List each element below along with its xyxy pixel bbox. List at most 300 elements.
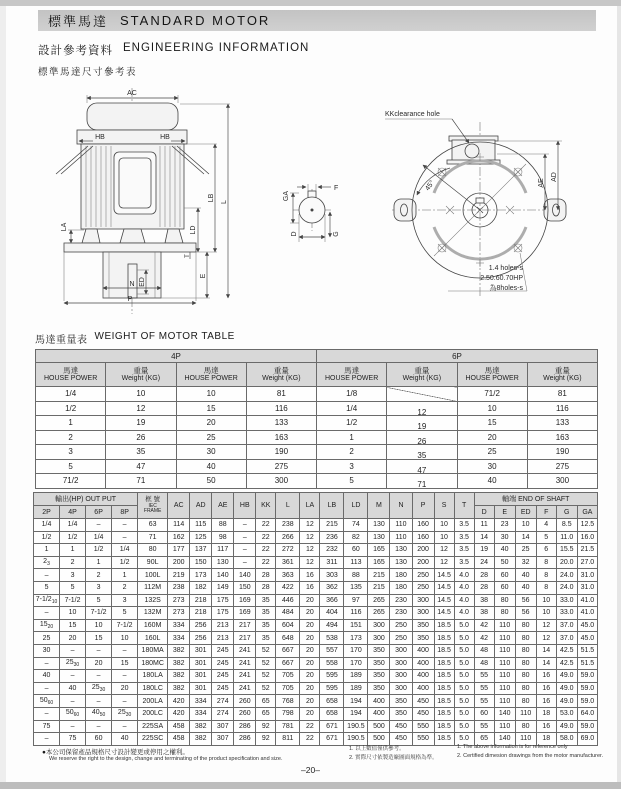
col-header-house-power: 馬達 HOUSE POWER: [457, 363, 527, 387]
dimension-cell: 241: [234, 644, 256, 657]
dimension-cell: 80: [515, 632, 536, 645]
dimension-cell: 117: [212, 544, 234, 557]
dimension-cell: 28: [256, 569, 276, 582]
dimension-cell: 80: [515, 644, 536, 657]
dimension-cell: 5.0: [454, 670, 474, 683]
dimension-cell: 382: [168, 644, 190, 657]
col-header-ed: ED: [515, 506, 536, 519]
shaft-section-drawing: [283, 184, 340, 242]
weight-cell: 1/2: [36, 401, 106, 416]
dimension-cell: 245: [212, 644, 234, 657]
dimension-cell: 24.0: [556, 569, 577, 582]
col-header-f: F: [536, 506, 556, 519]
dimension-cell: 1/4: [112, 544, 138, 557]
dimension-cell: 250: [412, 581, 434, 594]
dimension-cell: 40: [34, 670, 60, 683]
col-header-m: M: [368, 493, 390, 519]
dimension-cell: 500: [368, 733, 390, 746]
weight-cell: 50: [176, 474, 246, 489]
dimension-cell: 130: [368, 531, 390, 544]
dimension-cell: 648: [276, 632, 300, 645]
dimension-cell: 238: [276, 519, 300, 532]
dimension-cell: –: [234, 519, 256, 532]
weight-cell: 15: [176, 401, 246, 416]
dimension-cell: 12.5: [577, 519, 597, 532]
frame-col-header: [138, 493, 168, 519]
dimension-cell: 7-1/2: [112, 619, 138, 632]
col-header-house-power: 馬達 HOUSE POWER: [36, 363, 106, 387]
subtitle-en: ENGINEERING INFORMATION: [123, 42, 310, 54]
dimension-cell: 3: [60, 569, 86, 582]
weight-row: [36, 445, 598, 460]
dimension-cell: 16.0: [577, 531, 597, 544]
dimension-cell: 19: [474, 544, 494, 557]
dimension-cell: 265: [368, 594, 390, 607]
dimension-cell: 42.5: [556, 657, 577, 670]
dimension-cell: 55: [474, 682, 494, 695]
dimension-cell: 14.5: [434, 569, 454, 582]
dimension-cell: 64.0: [577, 707, 597, 720]
dimension-cell: 194: [344, 695, 368, 708]
dimension-cell: 18.5: [434, 657, 454, 670]
dimension-cell: 350: [412, 632, 434, 645]
dimension-cell: 219: [168, 569, 190, 582]
dimension-cell: –: [60, 644, 86, 657]
dimension-cell: 10: [434, 519, 454, 532]
col-header-lb: LB: [320, 493, 344, 519]
col-header-ad: AD: [190, 493, 212, 519]
dimension-cell: 200: [168, 556, 190, 569]
dimension-cell: 189: [344, 670, 368, 683]
dimension-cell: 12: [536, 632, 556, 645]
dimension-cell: 18.5: [434, 707, 454, 720]
weight-cell: 30: [176, 445, 246, 460]
dim-label-p: P: [127, 296, 133, 303]
dimension-cell: 400: [412, 657, 434, 670]
dim-label-ac: AC: [127, 90, 137, 97]
weight-cell: 1/4: [317, 401, 387, 416]
dimension-cell: –: [86, 720, 112, 733]
dimension-cell: 31.0: [577, 581, 597, 594]
page-title-en: STANDARD MOTOR: [120, 13, 271, 28]
dimension-cell: 50: [494, 556, 515, 569]
dimension-row: [34, 707, 598, 720]
holes-note-2: 2.50.60.70HP: [480, 275, 523, 282]
footer-right-notes: [349, 744, 603, 761]
dimension-cell: 3.5: [454, 531, 474, 544]
dimension-cell: 5.0: [454, 657, 474, 670]
motor-side-view-drawing: [56, 88, 230, 314]
dimension-cell: 1/4: [34, 519, 60, 532]
dimension-row: [34, 556, 598, 569]
dim-label-hb-left: HB: [95, 134, 105, 141]
dimension-cell: 56: [515, 607, 536, 620]
dimension-cell: 14: [515, 531, 536, 544]
dimension-cell: 169: [234, 607, 256, 620]
dimension-cell: 232: [320, 544, 344, 557]
page-title: [38, 10, 596, 31]
weight-cell: 1: [317, 430, 387, 445]
dimension-cell: 558: [320, 657, 344, 670]
dimension-cell: 20: [300, 619, 320, 632]
dimension-row: [34, 619, 598, 632]
dimension-cell: 22: [300, 733, 320, 746]
dimension-row: [34, 544, 598, 557]
dimension-cell: 4: [536, 519, 556, 532]
dimension-cell: 132S: [138, 594, 168, 607]
dimension-cell: 245: [212, 657, 234, 670]
dimension-cell: 14.5: [434, 581, 454, 594]
dimension-cell: 217: [234, 632, 256, 645]
dimension-row: [34, 720, 598, 733]
dimension-cell: 110: [494, 720, 515, 733]
dimension-cell: 550: [412, 733, 434, 746]
dimension-row: [34, 695, 598, 708]
weight-cell: 26: [106, 430, 176, 445]
dimension-cell: 140: [494, 707, 515, 720]
dimension-cell: 150: [234, 581, 256, 594]
dimension-cell: 5.0: [454, 720, 474, 733]
weight-cell: 30: [457, 459, 527, 474]
dimension-cell: 25: [515, 544, 536, 557]
dimension-cell: 18.5: [434, 695, 454, 708]
dimension-cell: 20: [86, 657, 112, 670]
dimension-cell: –: [86, 670, 112, 683]
col-header-p: P: [412, 493, 434, 519]
dimension-cell: 245: [212, 682, 234, 695]
dimension-cell: 63: [138, 519, 168, 532]
dimension-table-caption: 標準馬達尺寸參考表: [38, 67, 138, 78]
dimension-row: [34, 632, 598, 645]
dimension-cell: 160L: [138, 632, 168, 645]
dim-label-la: LA: [61, 222, 68, 232]
dimension-cell: 18.5: [434, 670, 454, 683]
dimension-cell: 80: [515, 720, 536, 733]
dimension-row: [34, 682, 598, 695]
dimension-cell: 23: [494, 519, 515, 532]
dimension-cell: 100L: [138, 569, 168, 582]
dimension-cell: 382: [168, 682, 190, 695]
dimension-cell: 450: [412, 695, 434, 708]
dimension-cell: 213: [212, 632, 234, 645]
dimension-cell: 49.0: [556, 695, 577, 708]
dimension-cell: 538: [320, 632, 344, 645]
dimension-cell: 300: [368, 619, 390, 632]
dimension-cell: 170: [344, 657, 368, 670]
dimension-cell: 5.0: [454, 644, 474, 657]
dimension-cell: 361: [276, 556, 300, 569]
dimension-cell: 3.5: [454, 519, 474, 532]
dimension-cell: 74: [344, 519, 368, 532]
dimension-cell: 80: [515, 695, 536, 708]
weight-cell: 1: [36, 416, 106, 431]
dimension-cell: 20: [300, 682, 320, 695]
dimension-cell: 241: [234, 682, 256, 695]
dimension-cell: 215: [368, 581, 390, 594]
dimension-cell: 56: [515, 594, 536, 607]
col-header-weight: 重量 Weight (KG): [106, 363, 176, 387]
dimension-cell: 190.5: [344, 720, 368, 733]
dimension-cell: 5: [86, 594, 112, 607]
dimension-cell: 230: [390, 607, 412, 620]
page-edge-top: [0, 0, 621, 6]
dimension-cell: 115: [190, 519, 212, 532]
dimension-cell: 40: [60, 682, 86, 695]
dimension-cell: 420: [168, 695, 190, 708]
dimension-cell: 18: [536, 707, 556, 720]
col-header-t: T: [454, 493, 474, 519]
weight-cell: 12: [106, 401, 176, 416]
dimension-cell: 180MC: [138, 657, 168, 670]
dimension-cell: 75: [60, 733, 86, 746]
dimension-cell: 400: [412, 644, 434, 657]
dimension-cell: $7-1/2_{10}$: [34, 594, 60, 607]
dimension-cell: 10: [86, 619, 112, 632]
dimension-cell: 20: [300, 632, 320, 645]
dimension-row: [34, 670, 598, 683]
dimension-cell: 49.0: [556, 670, 577, 683]
weight-cell: 81: [527, 387, 597, 402]
dimension-cell: –: [86, 519, 112, 532]
dimension-cell: 80: [138, 544, 168, 557]
dimension-cell: 705: [276, 670, 300, 683]
dimension-cell: –: [34, 569, 60, 582]
dimension-cell: 350: [368, 644, 390, 657]
dimension-cell: 170: [344, 644, 368, 657]
dimension-cell: 250: [412, 569, 434, 582]
dimension-cell: 241: [234, 657, 256, 670]
dim-label-ld: LD: [190, 225, 197, 235]
dimension-cell: 8.5: [556, 519, 577, 532]
dimension-cell: $2_3$: [34, 556, 60, 569]
dimension-cell: 12: [434, 544, 454, 557]
dimension-cell: 5: [536, 531, 556, 544]
col-header-ac: AC: [168, 493, 190, 519]
dimension-cell: 80: [515, 682, 536, 695]
weight-row: [36, 474, 598, 489]
dimension-cell: 59.0: [577, 682, 597, 695]
dimension-cell: 169: [234, 594, 256, 607]
dimension-cell: $50_{60}$: [34, 695, 60, 708]
dimension-cell: 5.0: [454, 619, 474, 632]
dimension-cell: 5.0: [454, 707, 474, 720]
dimension-cell: 165: [368, 544, 390, 557]
dimension-cell: 10: [536, 594, 556, 607]
dimension-cell: –: [86, 695, 112, 708]
dimension-cell: 92: [256, 733, 276, 746]
dimension-cell: 45.0: [577, 619, 597, 632]
weight-row: [36, 459, 598, 474]
dimension-cell: –: [34, 682, 60, 695]
dimension-cell: 52: [256, 657, 276, 670]
dimension-cell: 31.0: [577, 569, 597, 582]
dimension-cell: 180: [390, 581, 412, 594]
weight-cell: 5: [317, 474, 387, 489]
dimension-cell: 42: [474, 632, 494, 645]
dimension-cell: 382: [168, 657, 190, 670]
dimension-cell: 60: [344, 544, 368, 557]
dimension-cell: 20: [60, 632, 86, 645]
dimension-cell: 41.0: [577, 594, 597, 607]
holes-note-3: 為8holes-s: [489, 285, 523, 292]
dimension-cell: 250: [390, 632, 412, 645]
motor-dimension-table: [33, 492, 598, 746]
weight-cell: 133: [527, 416, 597, 431]
dimension-cell: 42: [474, 619, 494, 632]
dimension-cell: 149: [212, 581, 234, 594]
dimension-cell: 35: [256, 632, 276, 645]
dimension-cell: 24: [474, 556, 494, 569]
weight-cell: 275: [527, 459, 597, 474]
dimension-cell: 160: [412, 519, 434, 532]
dimension-cell: 350: [368, 657, 390, 670]
dimension-cell: 151: [344, 619, 368, 632]
dimension-cell: 80: [494, 607, 515, 620]
dimension-cell: 20.0: [556, 556, 577, 569]
dimension-cell: 12: [434, 556, 454, 569]
weight-table-title-zh: 馬達重量表: [35, 335, 88, 346]
weight-cell: 19: [387, 416, 457, 431]
shaft-group-header: 軸端 END OF SHAFT: [474, 493, 597, 506]
section-subtitle: [38, 42, 309, 58]
group-header-4p: 4P: [36, 350, 317, 363]
dim-label-lb: LB: [208, 193, 215, 203]
dimension-cell: 200LA: [138, 695, 168, 708]
dimension-cell: 20: [300, 607, 320, 620]
weight-cell: 163: [246, 430, 316, 445]
dimension-cell: 110: [494, 682, 515, 695]
output-group-header: 輸出(HP) OUT PUT: [34, 493, 138, 506]
weight-cell: 163: [527, 430, 597, 445]
dimension-cell: 5.0: [454, 695, 474, 708]
dimension-cell: 14: [536, 657, 556, 670]
weight-cell: 25: [176, 430, 246, 445]
weight-cell: 300: [246, 474, 316, 489]
col-header-4p: 4P: [60, 506, 86, 519]
weight-cell: [387, 387, 457, 402]
subtitle-zh: 設計參考資料: [38, 45, 113, 57]
dimension-cell: 75: [34, 720, 60, 733]
dimension-cell: 781: [276, 720, 300, 733]
dimension-cell: 7-1/2: [60, 594, 86, 607]
dimension-cell: 245: [212, 670, 234, 683]
dimension-cell: 11: [474, 519, 494, 532]
dimension-cell: –: [34, 707, 60, 720]
dimension-cell: 180: [390, 569, 412, 582]
dimension-cell: 811: [276, 733, 300, 746]
dimension-cell: 307: [212, 733, 234, 746]
dimension-cell: 334: [190, 707, 212, 720]
dimension-cell: 16: [300, 581, 320, 594]
col-header-e: E: [494, 506, 515, 519]
dimension-cell: 286: [234, 720, 256, 733]
dimension-cell: –: [34, 733, 60, 746]
dimension-cell: 18: [536, 733, 556, 746]
dimension-cell: 135: [344, 581, 368, 594]
dimension-cell: 236: [320, 531, 344, 544]
dimension-cell: 52: [256, 682, 276, 695]
dimension-cell: 362: [320, 581, 344, 594]
dimension-cell: 557: [320, 644, 344, 657]
dimension-cell: 18.5: [434, 720, 454, 733]
dimension-cell: 60: [86, 733, 112, 746]
dimension-cell: 137: [190, 544, 212, 557]
dimension-cell: 130: [212, 556, 234, 569]
dimension-cell: 671: [320, 733, 344, 746]
dimension-cell: 38: [474, 607, 494, 620]
footer-note-2-en: 2. Certified dimesion drawings from the motor manufacturer.: [457, 753, 604, 759]
dimension-cell: 180MA: [138, 644, 168, 657]
weight-cell: 15: [457, 416, 527, 431]
dimension-cell: 33.0: [556, 594, 577, 607]
dimension-cell: $40_{50}$: [86, 707, 112, 720]
dimension-cell: 334: [190, 695, 212, 708]
dimension-cell: $50_{60}$: [60, 707, 86, 720]
dimension-cell: –: [112, 695, 138, 708]
dimension-cell: 1: [86, 556, 112, 569]
dimension-cell: 667: [276, 657, 300, 670]
dimension-cell: 260: [234, 695, 256, 708]
page-title-zh: 標準馬達: [48, 14, 109, 29]
dimension-cell: 98: [212, 531, 234, 544]
dimension-cell: 88: [212, 519, 234, 532]
dimension-cell: 59.0: [577, 695, 597, 708]
dimension-cell: 446: [276, 594, 300, 607]
holes-note-1: 1.4 holes-s: [488, 265, 523, 272]
dimension-cell: 8: [536, 581, 556, 594]
dimension-cell: –: [112, 670, 138, 683]
dimension-cell: 194: [344, 707, 368, 720]
dimension-cell: –: [112, 644, 138, 657]
dimension-cell: 59.0: [577, 670, 597, 683]
angle-45-label: 45°: [424, 179, 437, 193]
dimension-cell: 2: [60, 556, 86, 569]
dimension-cell: 260: [234, 707, 256, 720]
dimension-cell: 180LA: [138, 670, 168, 683]
dimension-cell: 300: [412, 607, 434, 620]
dimension-cell: 16: [536, 682, 556, 695]
dimension-cell: 60: [494, 581, 515, 594]
dimension-cell: 37.0: [556, 632, 577, 645]
dimension-cell: 40: [515, 569, 536, 582]
dimension-cell: 30: [34, 644, 60, 657]
mt-header-row-1: [34, 493, 598, 506]
page-edge-bottom: [0, 782, 621, 789]
weight-cell: 2: [36, 430, 106, 445]
dimension-cell: 301: [190, 657, 212, 670]
dimension-cell: 12: [300, 519, 320, 532]
dim-label-ae: AE: [538, 178, 545, 188]
dimension-cell: 175: [212, 607, 234, 620]
frame-header-line: IEC: [148, 502, 157, 509]
dimension-cell: 300: [390, 670, 412, 683]
dimension-cell: 458: [168, 720, 190, 733]
dimension-row: [34, 569, 598, 582]
dimension-cell: 20: [112, 682, 138, 695]
dimension-cell: 65: [256, 695, 276, 708]
dimension-cell: 80: [515, 657, 536, 670]
dimension-cell: 48: [474, 644, 494, 657]
dimension-cell: 165: [368, 556, 390, 569]
dimension-cell: 10: [515, 519, 536, 532]
dimension-cell: 10: [60, 607, 86, 620]
dimension-cell: 266: [276, 531, 300, 544]
weight-cell: 10: [106, 387, 176, 402]
col-header-d: D: [474, 506, 494, 519]
dimension-cell: 400: [412, 682, 434, 695]
footer-note-1-zh: 1. 以上數值僅供參考。: [349, 746, 405, 752]
dimension-cell: 150: [190, 556, 212, 569]
